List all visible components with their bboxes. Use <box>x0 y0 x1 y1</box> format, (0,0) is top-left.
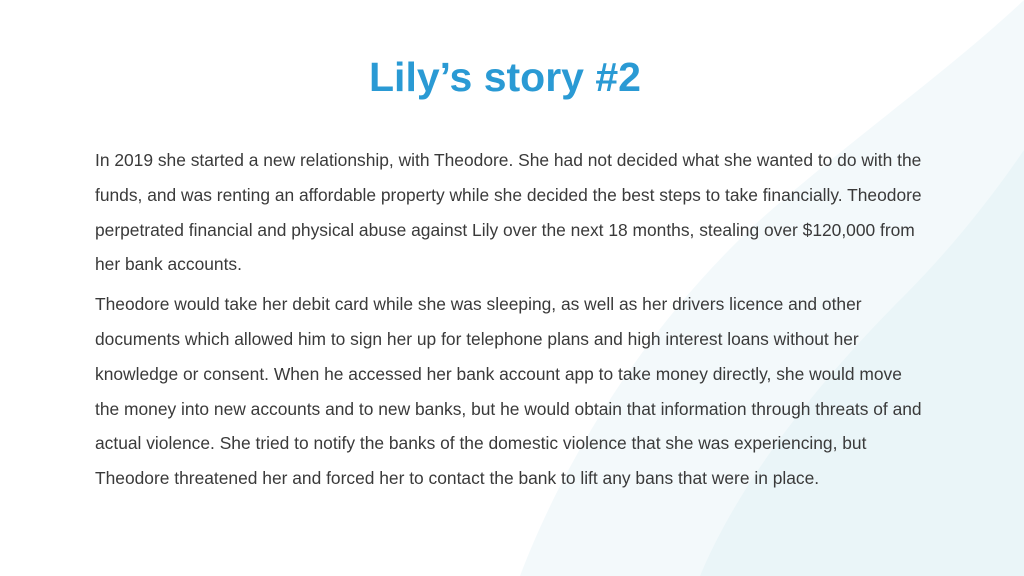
slide-title: Lily’s story #2 <box>369 54 641 100</box>
paragraph-2: Theodore would take her debit card while she was sleeping, as well as her drivers licence and other documents which allowed him to sign her up for telephone plans and high interest loans without her knowledge or consent. When he accessed her bank account app to take money directly, she would move the money into new accounts and to new banks, but he would obtain that information through threats of and actual violence. She tried to notify the banks of the domestic violence that she was experiencing, but Theodore threatened her and forced her to contact the bank to lift any bans that were in place. <box>95 294 922 489</box>
slide-body <box>95 143 925 501</box>
paragraph-1: In 2019 she started a new relationship, with Theodore. She had not decided what she wanted to do with the funds, and was renting an affordable property while she decided the best steps to take financially. Theodore perpetrated financial and physical abuse against Lily over the next 18 months, stealing over $120,000 from her bank accounts. <box>95 150 922 275</box>
